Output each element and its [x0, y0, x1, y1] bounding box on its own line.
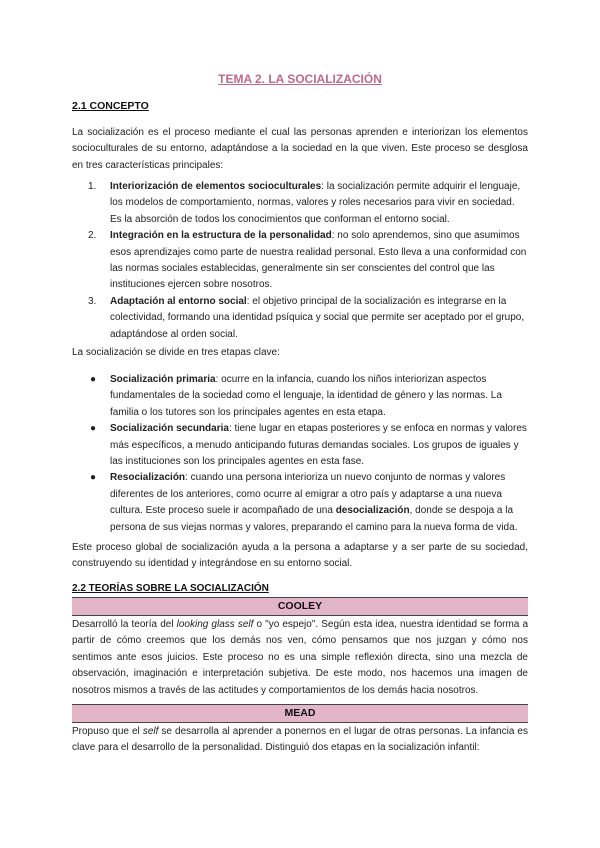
list-item: 2. Integración en la estructura de la personalidad: no solo aprendemos, sino que asumimos esos aprendizajes como parte de nuestra realidad personal. Esto lleva a una conformidad con las normas sociales establecidas, generalmente sin ser conscientes del control que las instituciones ejercen sobre nosotros.	[88, 230, 527, 291]
list-item: ● Resocialización: cuando una persona interioriza un nuevo conjunto de normas y valores diferentes de los anteriores, como ocurre al emigrar a otro país y adaptarse a una nueva cultura. Este proceso suele ir acompañado de una desocialización, donde se despoja a la persona de sus viejas normas y valores, preparando el camino para la nueva forma de vida.	[90, 472, 518, 533]
cooley-paragraph: Desarrolló la teoría del looking glass self o "yo espejo". Según esta idea, nuestra identidad se forma a partir de cómo creemos que los demás nos ven, cómo pensamos que nos juzgan y cómo nos sentimos ante esos juicios. Este proceso no es una simple reflexión directa, sino una mezcla de observación, imaginación e interpretación subjetiva. De este modo, nos hacemos una imagen de nosotros mismos a través de las actitudes y comportamientos de los demás hacia nosotros.	[72, 619, 529, 696]
mead-paragraph: Propuso que el self se desarrolla al aprender a ponernos en el lugar de otras personas. La infancia es clave para el desarrollo de la personalidad. Distinguió dos etapas en la socialización infantil:	[72, 726, 528, 754]
section-heading-teorias: 2.2 TEORÍAS SOBRE LA SOCIALIZACIÓN	[72, 583, 269, 594]
features-list	[72, 179, 528, 343]
list-item: 3. Adaptación al entorno social: el objetivo principal de la socialización es integrarse en la colectividad, formando una identidad psíquica y social que permite ser aceptado por el grupo, adaptándose al orden social.	[88, 295, 525, 340]
bullet-icon: ●	[90, 423, 97, 435]
bullet-icon: ●	[90, 472, 97, 484]
stages-intro: La socialización se divide en tres etapas clave:	[72, 347, 280, 358]
intro-paragraph: La socialización es el proceso mediante el cual las personas aprenden e interiorizan los elementos socioculturales de su entorno, adaptándose a la sociedad en la que viven. Este proceso se desglosa en tres características principales:	[72, 127, 528, 171]
section-heading-concepto: 2.1 CONCEPTO	[72, 100, 149, 112]
list-item: ● Socialización primaria: ocurre en la infancia, cuando los niños interiorizan aspectos fundamentales de la sociedad como el lenguaje, la identidad de género y las normas. La familia o los tutores son los principales agentes en esta etapa.	[90, 374, 502, 418]
page-title: TEMA 2. LA SOCIALIZACIÓN	[218, 72, 382, 86]
list-item: ● Socialización secundaria: tiene lugar en etapas posteriores y se enfoca en normas y valores más específicos, a menudo anticipando futuras demandas sociales. Los grupos de iguales y las instituciones son los principales agentes en esta fase.	[90, 423, 527, 468]
list-item: 1. Interiorización de elementos socioculturales: la socialización permite adquirir el lenguaje, los modelos de comportamiento, normas, valores y roles necesarios para vivir en sociedad. Es la absorción de todos los conocimientos que conforman el entorno social.	[88, 181, 521, 225]
stages-list	[72, 372, 528, 536]
mead-header: MEAD	[72, 704, 528, 723]
cooley-header: COOLEY	[72, 597, 528, 616]
bullet-icon: ●	[90, 374, 97, 385]
closing-paragraph: Este proceso global de socialización ayuda a la persona a adaptarse y a ser parte de su sociedad, construyendo su identidad y integrándose en su entorno social.	[72, 542, 528, 570]
